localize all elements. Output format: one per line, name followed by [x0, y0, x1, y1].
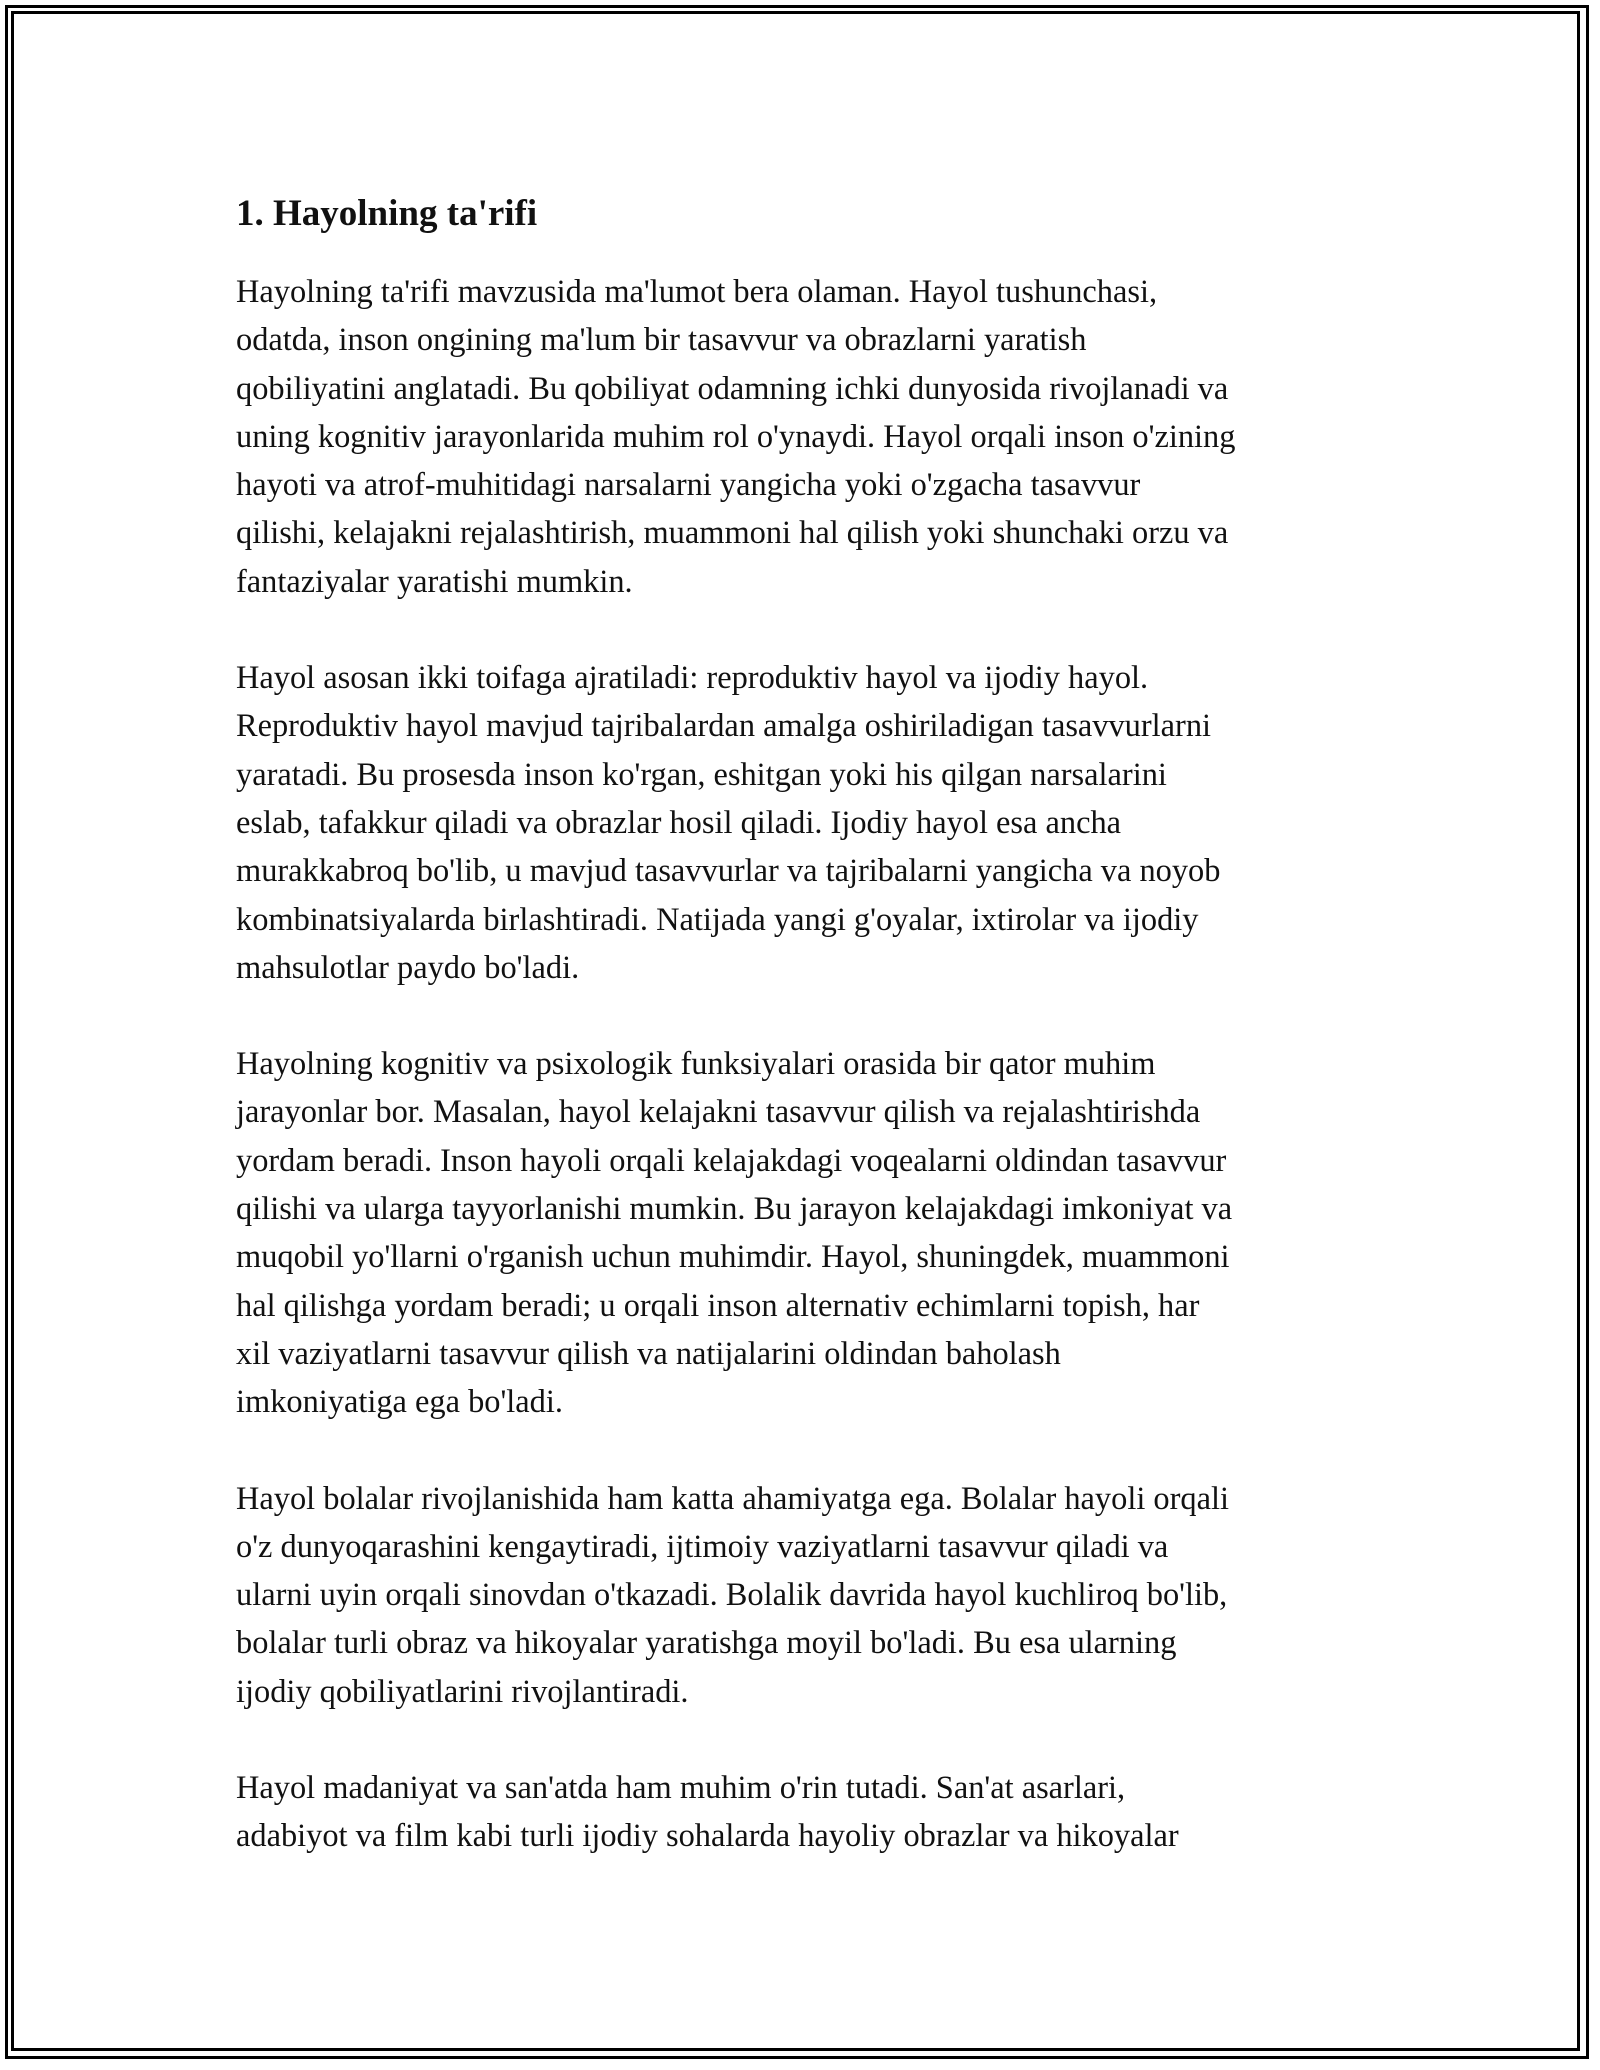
paragraph-line: Hayolning kognitiv va psixologik funksiyalari orasida bir qator muhim	[236, 1046, 1156, 1083]
paragraph-line: qobiliyatini anglatadi. Bu qobiliyat odamning ichki dunyosida rivojlanadi va	[236, 370, 1229, 407]
section-heading: 1. Hayolning ta'rifi	[236, 193, 538, 234]
paragraph-2	[236, 654, 1386, 992]
paragraph-line: Hayol madaniyat va san'atda ham muhim o'rin tutadi. San'at asarlari,	[236, 1770, 1126, 1807]
paragraph-line: uning kognitiv jarayonlarida muhim rol o'ynaydi. Hayol orqali inson o'zining	[236, 418, 1236, 455]
paragraph-line: kombinatsiyalarda birlashtiradi. Natijada yangi g'oyalar, ixtirolar va ijodiy	[236, 901, 1199, 938]
paragraph-line: jarayonlar bor. Masalan, hayol kelajakni tasavvur qilish va rejalashtirishda	[236, 1094, 1201, 1131]
paragraph-line: Reproduktiv hayol mavjud tajribalardan amalga oshiriladigan tasavvurlarni	[236, 708, 1212, 745]
paragraph-line: Hayolning ta'rifi mavzusida ma'lumot bera olaman. Hayol tushunchasi,	[236, 274, 1158, 310]
paragraph-line: eslab, tafakkur qiladi va obrazlar hosil qiladi. Ijodiy hayol esa ancha	[236, 804, 1122, 841]
paragraph-line: bolalar turli obraz va hikoyalar yaratishga moyil bo'ladi. Bu esa ularning	[236, 1625, 1177, 1662]
paragraph-5	[236, 1764, 1386, 1861]
paragraph-line: ularni uyin orqali sinovdan o'tkazadi. Bolalik davrida hayol kuchliroq bo'lib,	[236, 1577, 1228, 1614]
paragraph-line: qilishi, kelajakni rejalashtirish, muammoni hal qilish yoki shunchaki orzu va	[236, 515, 1229, 552]
document-body	[236, 186, 1386, 1909]
paragraph-line: hayoti va atrof-muhitidagi narsalarni yangicha yoki o'zgacha tasavvur	[236, 467, 1141, 504]
paragraph-line: odatda, inson ongining ma'lum bir tasavvur va obrazlarni yaratish	[236, 322, 1087, 359]
paragraph-line: qilishi va ularga tayyorlanishi mumkin. Bu jarayon kelajakdagi imkoniyat va	[236, 1191, 1233, 1228]
paragraph-line: xil vaziyatlarni tasavvur qilish va natijalarini oldindan baholash	[236, 1335, 1061, 1372]
paragraph-line: o'z dunyoqarashini kengaytiradi, ijtimoiy vaziyatlarni tasavvur qiladi va	[236, 1528, 1169, 1565]
paragraph-line: yaratadi. Bu prosesda inson ko'rgan, eshitgan yoki his qilgan narsalarini	[236, 756, 1167, 793]
paragraph-line: muqobil yo'llarni o'rganish uchun muhimdir. Hayol, shuningdek, muammoni	[236, 1239, 1230, 1276]
paragraph-line: Hayol asosan ikki toifaga ajratiladi: reproduktiv hayol va ijodiy hayol.	[236, 660, 1149, 697]
paragraph-line: fantaziyalar yaratishi mumkin.	[236, 563, 633, 600]
paragraph-line: Hayol bolalar rivojlanishida ham katta ahamiyatga ega. Bolalar hayoli orqali	[236, 1480, 1229, 1517]
paragraph-line: yordam beradi. Inson hayoli orqali kelajakdagi voqealarni oldindan tasavvur	[236, 1142, 1227, 1179]
paragraph-1	[236, 268, 1386, 606]
paragraph-line: ijodiy qobiliyatlarini rivojlantiradi.	[236, 1673, 689, 1710]
paragraph-line: imkoniyatiga ega bo'ladi.	[236, 1384, 563, 1421]
paragraph-3	[236, 1040, 1386, 1426]
paragraph-line: mahsulotlar paydo bo'ladi.	[236, 949, 580, 986]
paragraph-line: adabiyot va film kabi turli ijodiy sohalarda hayoliy obrazlar va hikoyalar	[236, 1818, 1179, 1855]
paragraph-line: murakkabroq bo'lib, u mavjud tasavvurlar va tajribalarni yangicha va noyob	[236, 853, 1221, 890]
paragraph-line: hal qilishga yordam beradi; u orqali inson alternativ echimlarni topish, har	[236, 1287, 1200, 1324]
paragraph-4	[236, 1475, 1386, 1716]
